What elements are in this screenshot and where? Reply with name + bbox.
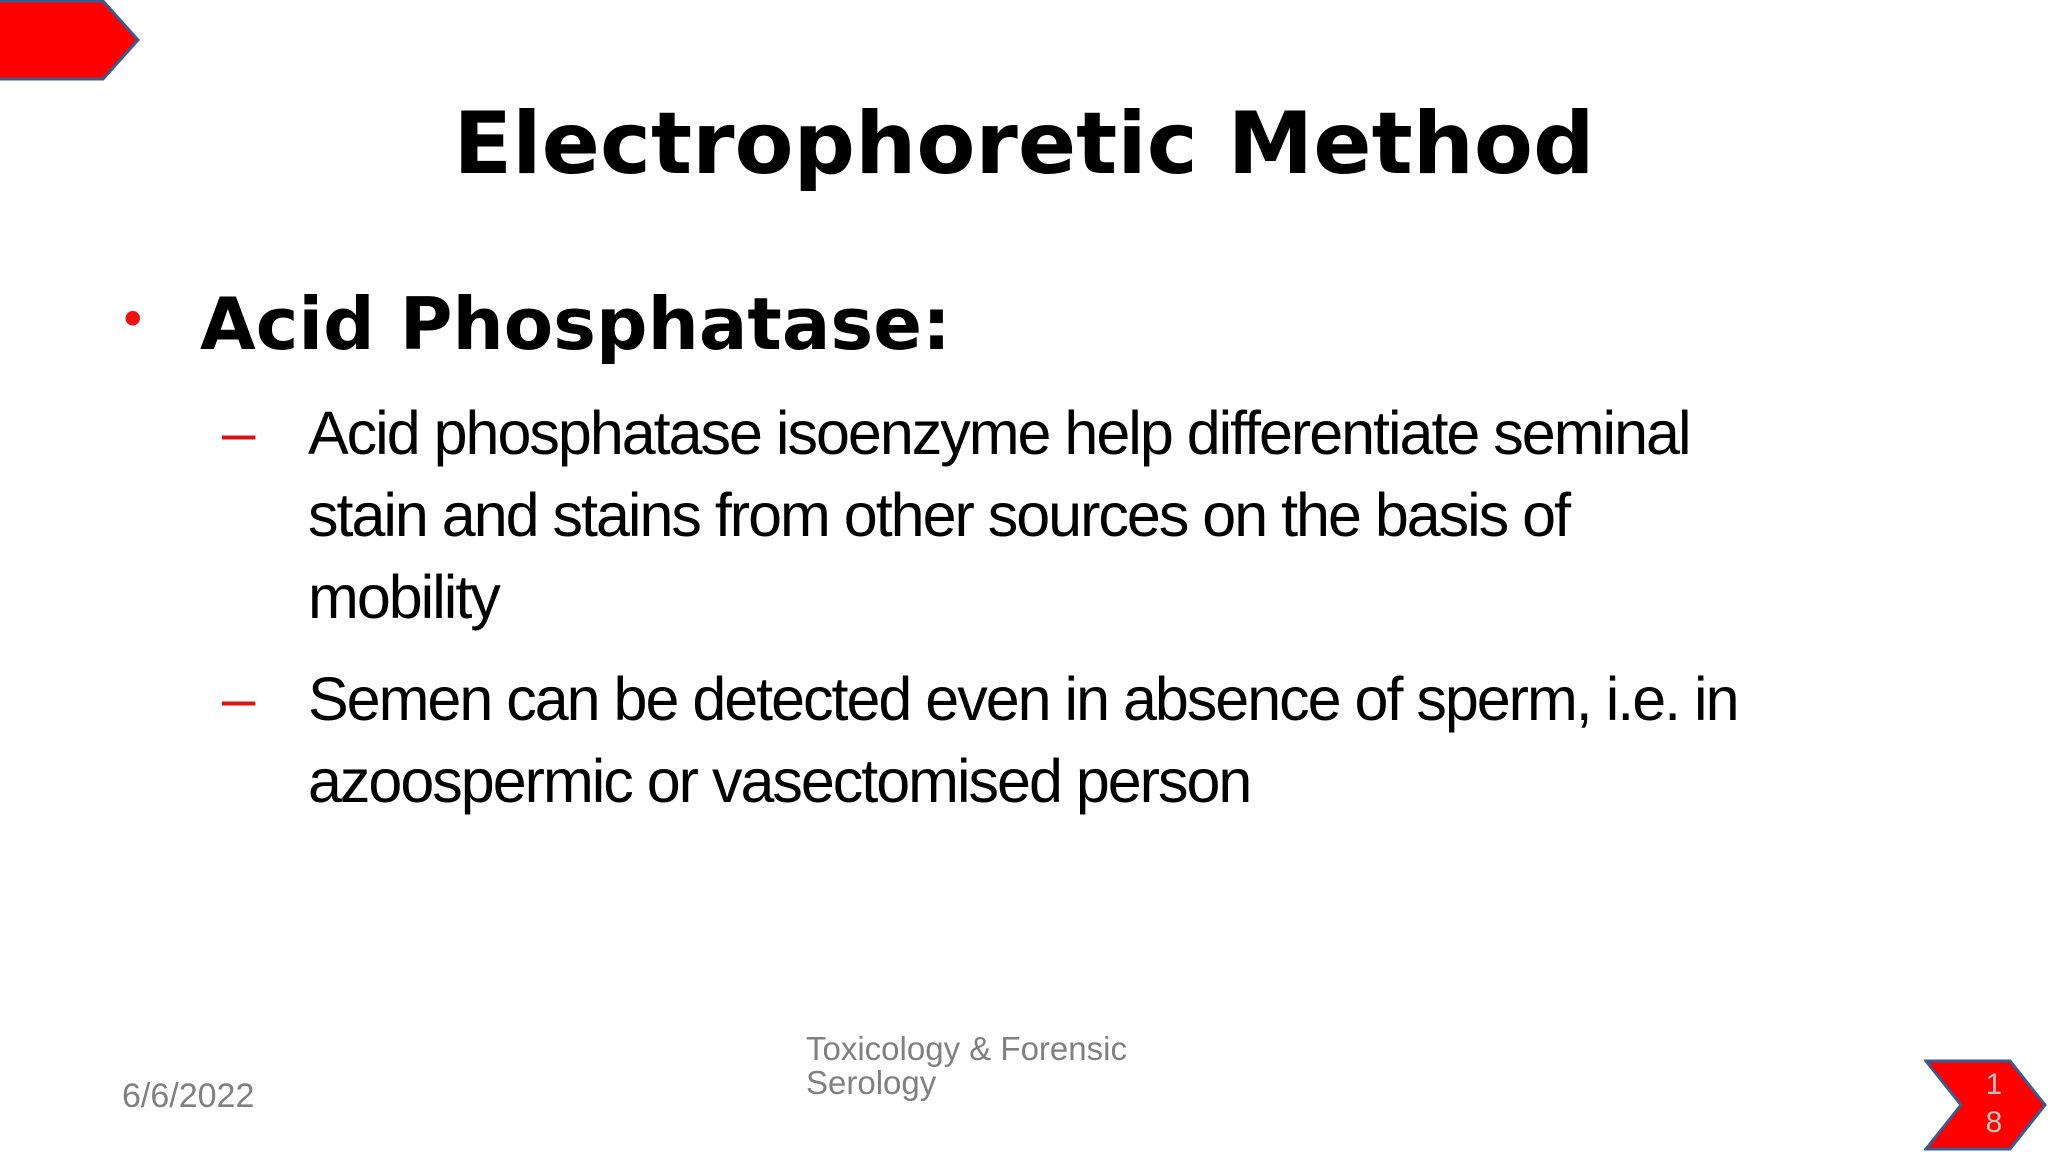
footer-title-line: Serology [806,1064,937,1101]
sub-bullet-text [308,658,1922,822]
text-line: stain and stains from other sources on the basis of [308,481,1570,549]
sub-bullet-list [222,392,1922,842]
sub-bullet-item [222,658,1922,822]
dash-bullet-icon: – [222,399,256,466]
text-line: Acid phosphatase isoenzyme help differentiate seminal [308,399,1690,467]
slide-content [118,272,2018,815]
sub-bullet-item [222,392,1922,638]
bullet-heading: Acid Phosphatase: [200,282,951,366]
bullet-item [118,272,2018,382]
bullet-dot-icon: • [118,291,148,349]
corner-arrow-decoration [0,0,142,82]
footer-date: 6/6/2022 [122,1077,255,1115]
footer-title [806,1032,1127,1100]
slide-title: Electrophoretic Method [453,94,1595,194]
slide-number-digit: 8 [1985,1106,2003,1139]
slide-number-digit: 1 [1985,1068,2003,1101]
text-line: Semen can be detected even in absence of sperm, i.e. in [308,665,1738,733]
slide-number [1978,1066,2010,1142]
sub-bullet-text [308,392,1922,638]
text-line: mobility [308,563,499,631]
dash-bullet-icon: – [222,665,256,732]
footer-title-line: Toxicology & Forensic [806,1030,1127,1067]
text-line: azoospermic or vasectomised person [308,747,1251,815]
